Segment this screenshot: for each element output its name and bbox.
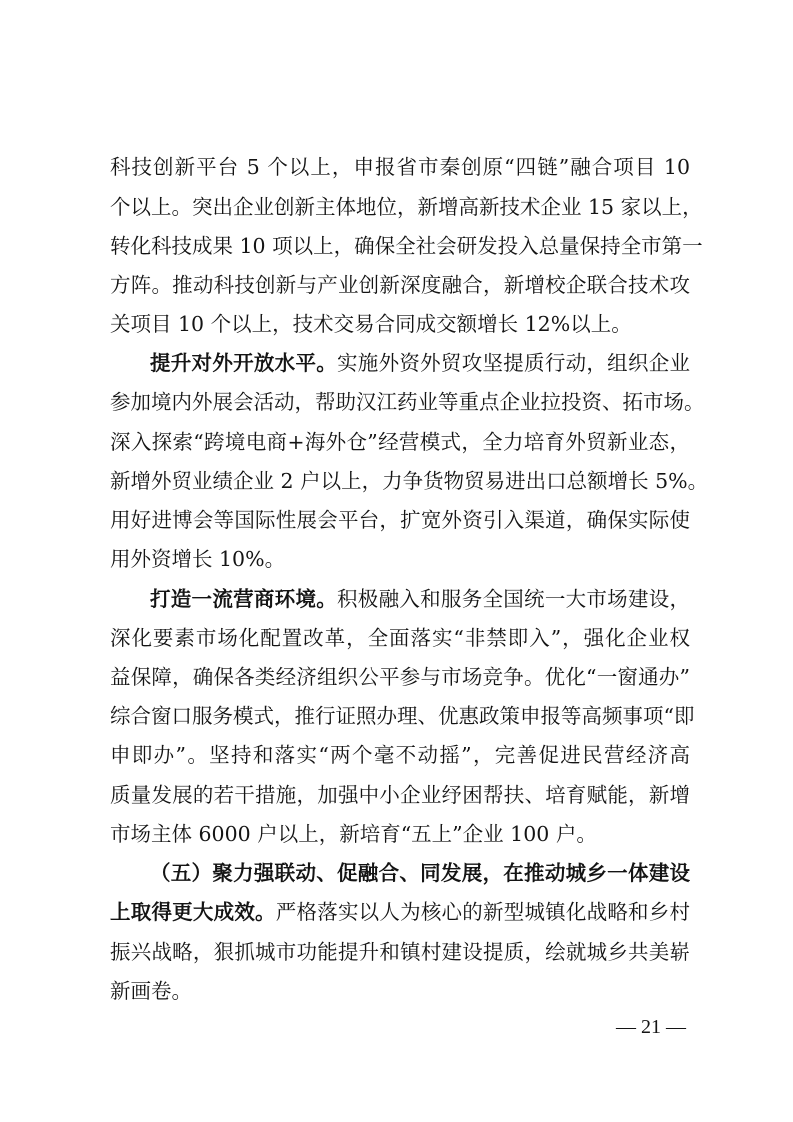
paragraph-line: 新增外贸业绩企业 2 户以上，力争货物贸易进出口总额增长 5%。	[110, 469, 709, 493]
paragraph-text: 严格落实以人为核心的新型城镇化战略和乡村	[275, 900, 691, 924]
page-number: — 21 —	[616, 1016, 686, 1038]
paragraph-line: 市场主体 6000 户以上，新培育“五上”企业 100 户。	[110, 822, 597, 846]
paragraph-line: 科技创新平台 5 个以上，申报省市秦创原“四链”融合项目 10	[110, 155, 690, 179]
paragraph-line: 深化要素市场化配置改革，全面落实“非禁即入”，强化企业权	[110, 626, 690, 650]
section-heading: （五）聚力强联动、促融合、同发展，在推动城乡一体建设	[150, 861, 690, 885]
paragraph-line: 益保障，确保各类经济组织公平参与市场竞争。优化“一窗通办”	[110, 665, 690, 689]
paragraph-line: 深入探索“跨境电商+海外仓”经营模式，全力培育外贸新业态，	[110, 430, 690, 454]
paragraph-line: 转化科技成果 10 项以上，确保全社会研发投入总量保持全市第一	[110, 234, 703, 258]
paragraph-line	[150, 346, 690, 380]
paragraph-line: 振兴战略，狠抓城市功能提升和镇村建设提质，绘就城乡共美崭	[110, 940, 690, 964]
section-heading: 打造一流营商环境。	[150, 587, 338, 611]
paragraph-line: 申即办”。坚持和落实“两个毫不动摇”，完善促进民营经济高	[110, 743, 690, 767]
paragraph-text: 实施外资外贸攻坚提质行动，组织企业	[337, 351, 691, 375]
paragraph-line: 新画卷。	[110, 979, 192, 1003]
section-heading: 提升对外开放水平。	[150, 351, 338, 375]
paragraph-line: 方阵。推动科技创新与产业创新深度融合，新增校企联合技术攻	[110, 273, 690, 297]
section-heading: 上取得更大成效。	[110, 900, 276, 924]
paragraph-text: 积极融入和服务全国统一大市场建设，	[337, 587, 691, 611]
paragraph-line: 用好进博会等国际性展会平台，扩宽外资引入渠道，确保实际使	[110, 508, 690, 532]
paragraph-line: 参加境内外展会活动，帮助汉江药业等重点企业拉投资、拓市场。	[110, 390, 705, 414]
paragraph-line: 关项目 10 个以上，技术交易合同成交额增长 12%以上。	[110, 312, 632, 336]
paragraph-line: 个以上。突出企业创新主体地位，新增高新技术企业 15 家以上，	[110, 195, 703, 219]
paragraph-line	[110, 895, 690, 929]
paragraph-line: 用外资增长 10%。	[110, 547, 286, 571]
paragraph-line: 质量发展的若干措施，加强中小企业纾困帮扶、培育赋能，新增	[110, 783, 690, 807]
paragraph-line	[150, 582, 690, 616]
paragraph-line: 综合窗口服务模式，推行证照办理、优惠政策申报等高频事项“即	[110, 704, 695, 728]
